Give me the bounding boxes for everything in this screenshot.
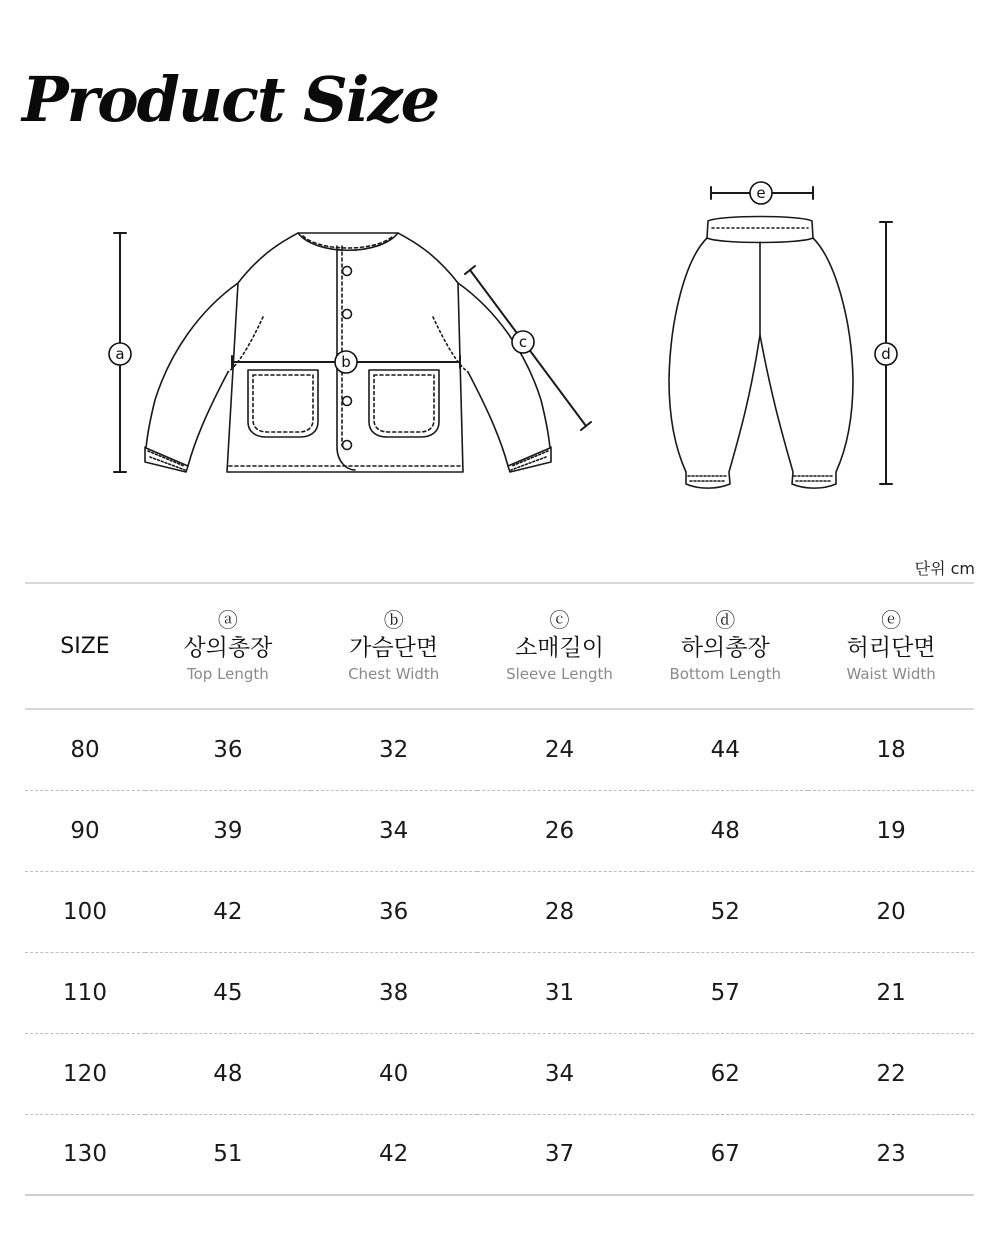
- table-cell: 36: [311, 871, 477, 952]
- column-title-en: Sleeve Length: [506, 665, 613, 683]
- table-cell: 48: [642, 790, 808, 871]
- column-header-top-length: [145, 583, 311, 709]
- table-cell: 28: [477, 871, 643, 952]
- table-row: [25, 871, 974, 952]
- table-cell: 44: [642, 709, 808, 790]
- column-title-ko: 하의총장: [680, 635, 770, 661]
- label-c-badge: [512, 331, 534, 353]
- table-cell: 37: [477, 1114, 643, 1195]
- size-cell: 80: [25, 709, 145, 790]
- column-header-sleeve-length: [477, 583, 643, 709]
- table-cell: 42: [145, 871, 311, 952]
- column-mark: ⓓ: [715, 608, 736, 632]
- size-header-label: SIZE: [60, 633, 110, 659]
- table-cell: 62: [642, 1033, 808, 1114]
- column-title-en: Top Length: [186, 665, 269, 683]
- table-cell: 21: [808, 952, 974, 1033]
- table-header-row: [25, 583, 974, 709]
- table-cell: 39: [145, 790, 311, 871]
- label-c: c: [518, 333, 528, 351]
- column-title-en: Chest Width: [348, 665, 440, 683]
- pants-drawing: [669, 217, 853, 489]
- table-cell: 38: [311, 952, 477, 1033]
- label-a-badge: [109, 343, 131, 365]
- table-cell: 40: [311, 1033, 477, 1114]
- table-cell: 22: [808, 1033, 974, 1114]
- label-a: a: [115, 345, 125, 363]
- table-row: [25, 1114, 974, 1195]
- label-d-badge: [875, 343, 897, 365]
- table-cell: 32: [311, 709, 477, 790]
- table-row: [25, 1033, 974, 1114]
- table-cell: 36: [145, 709, 311, 790]
- table-cell: 34: [477, 1033, 643, 1114]
- table-cell: 26: [477, 790, 643, 871]
- table-cell: 34: [311, 790, 477, 871]
- table-cell: 19: [808, 790, 974, 871]
- label-e-badge: [750, 182, 772, 204]
- table-row: [25, 952, 974, 1033]
- column-title-en: Waist Width: [846, 665, 936, 683]
- column-mark: ⓐ: [217, 608, 238, 632]
- column-header-bottom-length: [642, 583, 808, 709]
- label-b-badge: [335, 351, 357, 373]
- column-title-en: Bottom Length: [669, 665, 782, 683]
- size-cell: 100: [25, 871, 145, 952]
- column-header-waist-width: [808, 583, 974, 709]
- size-cell: 90: [25, 790, 145, 871]
- unit-label: 단위 cm: [914, 559, 975, 578]
- garment-diagram: [0, 160, 1000, 520]
- table-cell: 31: [477, 952, 643, 1033]
- column-title-ko: 가슴단면: [349, 635, 439, 661]
- column-title-ko: 소매길이: [515, 635, 604, 661]
- table-row: [25, 790, 974, 871]
- table-cell: 23: [808, 1114, 974, 1195]
- column-mark: ⓒ: [549, 608, 570, 632]
- table-cell: 45: [145, 952, 311, 1033]
- table-cell: 20: [808, 871, 974, 952]
- table-cell: 42: [311, 1114, 477, 1195]
- label-b: b: [341, 353, 351, 371]
- size-table: [25, 582, 974, 1196]
- size-cell: 130: [25, 1114, 145, 1195]
- table-cell: 52: [642, 871, 808, 952]
- size-cell: 120: [25, 1033, 145, 1114]
- column-title-ko: 상의총장: [183, 635, 273, 661]
- label-e: e: [756, 184, 766, 202]
- table-cell: 67: [642, 1114, 808, 1195]
- table-cell: 51: [145, 1114, 311, 1195]
- label-d: d: [881, 345, 891, 363]
- column-mark: ⓑ: [383, 608, 404, 632]
- column-title-ko: 허리단면: [846, 635, 936, 661]
- table-row: [25, 709, 974, 790]
- column-mark: ⓔ: [881, 608, 902, 632]
- table-cell: 48: [145, 1033, 311, 1114]
- table-cell: 18: [808, 709, 974, 790]
- table-cell: 57: [642, 952, 808, 1033]
- size-header: [25, 583, 145, 709]
- table-cell: 24: [477, 709, 643, 790]
- size-cell: 110: [25, 952, 145, 1033]
- page-title: Product Size: [22, 63, 439, 136]
- column-header-chest-width: [311, 583, 477, 709]
